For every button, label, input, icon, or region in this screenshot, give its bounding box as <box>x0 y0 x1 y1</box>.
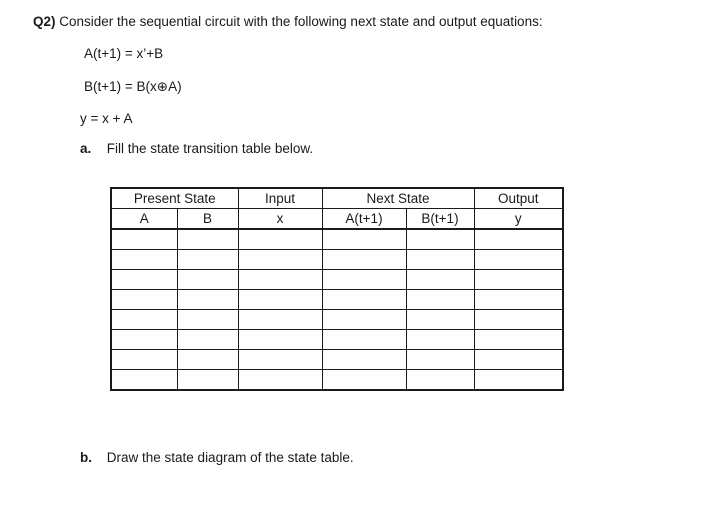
table-cell <box>474 330 563 350</box>
table-row <box>111 229 563 250</box>
column-header-b: B <box>177 209 238 230</box>
table-row <box>111 350 563 370</box>
table-row <box>111 290 563 310</box>
table-cell <box>406 270 474 290</box>
column-header-row <box>111 209 563 230</box>
table-cell <box>177 290 238 310</box>
table-cell <box>474 290 563 310</box>
table-cell <box>406 250 474 270</box>
table-cell <box>322 290 406 310</box>
table-cell <box>111 290 177 310</box>
table-row <box>111 250 563 270</box>
table-cell <box>177 350 238 370</box>
table-cell <box>474 270 563 290</box>
column-header-a: A <box>111 209 177 230</box>
part-a-text: Fill the state transition table below. <box>106 141 314 156</box>
table-cell <box>111 310 177 330</box>
table-cell <box>111 350 177 370</box>
table-cell <box>474 310 563 330</box>
table-cell <box>322 370 406 391</box>
table-cell <box>111 370 177 391</box>
table-cell <box>406 330 474 350</box>
table-cell <box>238 310 322 330</box>
table-cell <box>322 350 406 370</box>
table-cell <box>322 310 406 330</box>
table-cell <box>322 250 406 270</box>
table-cell <box>111 250 177 270</box>
table-row <box>111 330 563 350</box>
table-row <box>111 310 563 330</box>
table-cell <box>474 350 563 370</box>
table-cell <box>238 229 322 250</box>
table-cell <box>406 350 474 370</box>
present-state-header: Present State <box>111 188 238 209</box>
table-cell <box>406 370 474 391</box>
next-state-header: Next State <box>322 188 474 209</box>
column-header-x: x <box>238 209 322 230</box>
part-b-text: Draw the state diagram of the state table. <box>106 450 354 465</box>
table-cell <box>238 330 322 350</box>
part-a-instruction <box>80 141 313 156</box>
question-number: Q2) <box>33 14 56 29</box>
table-cell <box>238 250 322 270</box>
table-cell <box>177 370 238 391</box>
column-header-b-next: B(t+1) <box>406 209 474 230</box>
table-cell <box>111 330 177 350</box>
part-b-instruction <box>80 450 354 465</box>
table-cell <box>322 330 406 350</box>
equation-output-y: y = x + A <box>80 111 133 126</box>
table-cell <box>322 270 406 290</box>
question-line <box>33 14 543 29</box>
table-body <box>111 229 563 390</box>
table-cell <box>238 270 322 290</box>
question-text: Consider the sequential circuit with the following next state and output equations: <box>59 14 543 29</box>
table-cell <box>177 330 238 350</box>
output-header: Output <box>474 188 563 209</box>
column-header-y: y <box>474 209 563 230</box>
equation-b-next: B(t+1) = B(x⊕A) <box>84 79 182 94</box>
table-cell <box>238 290 322 310</box>
table-row <box>111 370 563 391</box>
part-a-letter: a. <box>80 141 92 156</box>
table-row <box>111 270 563 290</box>
table-cell <box>474 370 563 391</box>
table-cell <box>474 229 563 250</box>
part-b-letter: b. <box>80 450 92 465</box>
table-cell <box>177 310 238 330</box>
table-cell <box>406 229 474 250</box>
table-cell <box>111 270 177 290</box>
table-cell <box>322 229 406 250</box>
table-cell <box>238 350 322 370</box>
state-transition-table <box>110 187 564 391</box>
table-cell <box>238 370 322 391</box>
table-cell <box>177 229 238 250</box>
input-header: Input <box>238 188 322 209</box>
equation-a-next: A(t+1) = x’+B <box>84 46 164 61</box>
table-cell <box>177 270 238 290</box>
column-header-a-next: A(t+1) <box>322 209 406 230</box>
table-cell <box>406 310 474 330</box>
table-cell <box>111 229 177 250</box>
table-cell <box>406 290 474 310</box>
group-header-row <box>111 188 563 209</box>
table-cell <box>177 250 238 270</box>
table-cell <box>474 250 563 270</box>
